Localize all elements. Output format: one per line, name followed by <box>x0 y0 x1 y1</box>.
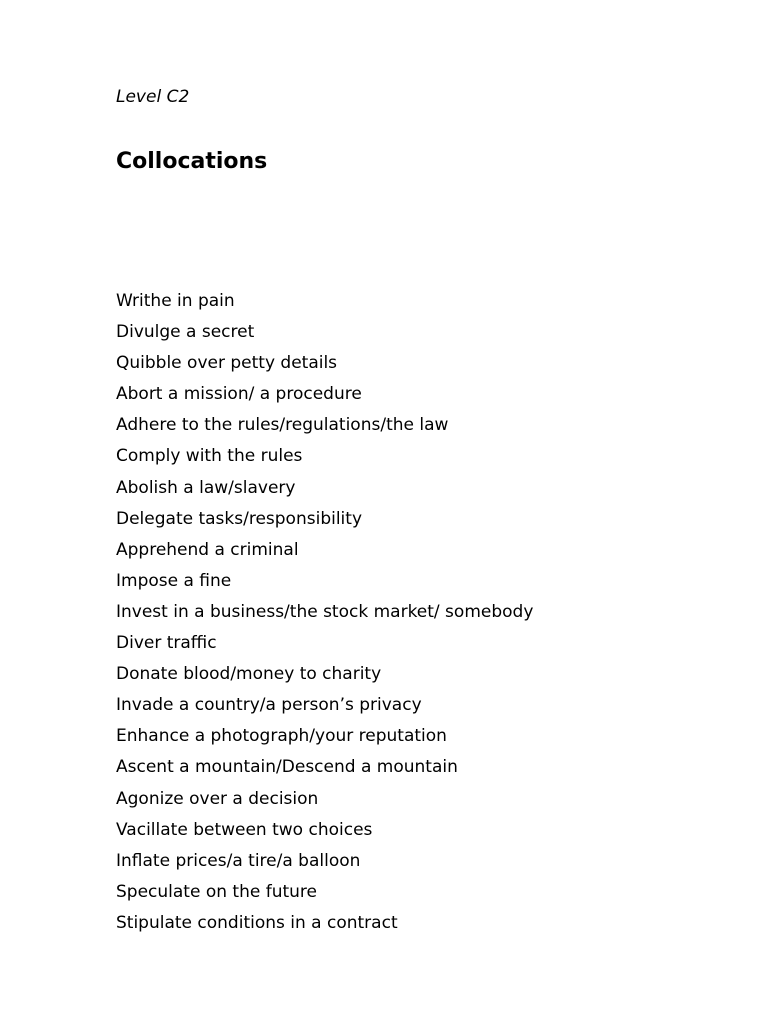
list-item: Ascent a mountain/Descend a mountain <box>116 757 458 778</box>
list-item: Abort a mission/ a procedure <box>116 384 362 405</box>
list-item: Quibble over petty details <box>116 353 338 374</box>
list-item: Stipulate conditions in a contract <box>116 912 398 933</box>
list-item: Agonize over a decision <box>116 788 319 809</box>
list-item: Donate blood/money to charity <box>116 664 382 685</box>
list-item: Inflate prices/a tire/a balloon <box>116 850 361 871</box>
list-item: Enhance a photograph/your reputation <box>116 726 447 747</box>
list-item: Abolish a law/slavery <box>116 477 296 498</box>
list-item: Comply with the rules <box>116 446 303 467</box>
collocation-list <box>116 290 533 943</box>
list-item: Apprehend a criminal <box>116 539 299 560</box>
list-item: Diver traffic <box>116 633 217 654</box>
list-item: Writhe in pain <box>116 291 235 311</box>
list-item: Divulge a secret <box>116 322 255 343</box>
list-item: Adhere to the rules/regulations/the law <box>116 415 449 436</box>
list-item: Invade a country/a person’s privacy <box>116 695 422 716</box>
list-item: Delegate tasks/responsibility <box>116 508 363 529</box>
level-label: Level C2 <box>116 87 190 107</box>
list-item: Invest in a business/the stock market/ somebody <box>116 601 534 622</box>
page-title: Collocations <box>116 149 268 174</box>
list-item: Vacillate between two choices <box>116 819 373 840</box>
list-item: Speculate on the future <box>116 881 317 902</box>
list-item: Impose a fine <box>116 570 232 591</box>
